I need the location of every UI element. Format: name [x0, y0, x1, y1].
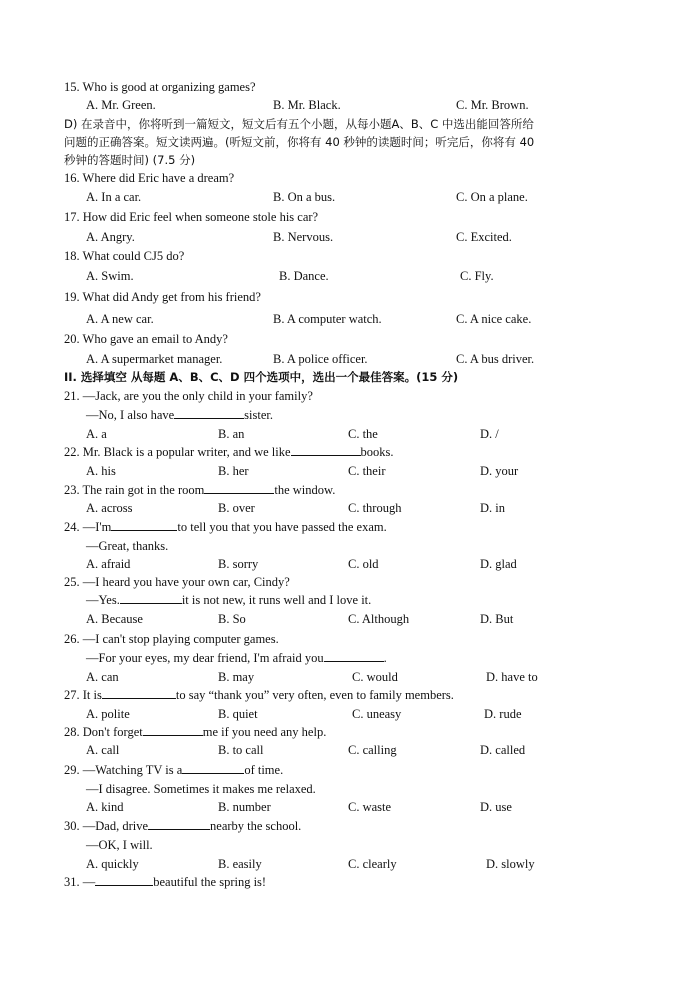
option-c: C. Although [348, 612, 410, 626]
option-a: A. A new car. [86, 312, 154, 326]
answer-blank [95, 873, 153, 886]
question-19-options [0, 310, 696, 328]
option-a: A. can [86, 670, 119, 684]
question-25-options [0, 610, 696, 628]
option-a: A. Swim. [86, 269, 134, 283]
question-stem: 20. Who gave an email to Andy? [64, 332, 228, 346]
option-c: C. Excited. [456, 230, 512, 244]
option-d: D. in [480, 501, 505, 515]
option-b: B. A computer watch. [273, 312, 382, 326]
answer-blank [174, 406, 244, 419]
option-c: C. On a plane. [456, 190, 528, 204]
option-a: A. quickly [86, 857, 139, 871]
option-b: B. to call [218, 743, 264, 757]
option-d: D. slowly [486, 857, 535, 871]
question-26-options [0, 668, 696, 686]
part-d-instructions-1: D) 在录音中，你将听到一篇短文，短文后有五个小题，从每小题A、B、C 中选出能回答所给 [64, 117, 534, 131]
question-20 [0, 330, 696, 348]
question-27-options [0, 705, 696, 723]
option-c: C. would [352, 670, 398, 684]
question-27: 27. It is to say “thank you” very often, even to family members. [64, 688, 454, 702]
option-b: B. her [218, 464, 249, 478]
option-b: B. easily [218, 857, 262, 871]
question-24-line-2: —Great, thanks. [86, 539, 169, 553]
option-a: A. across [86, 501, 133, 515]
question-22-options [0, 462, 696, 480]
option-a: A. Mr. Green. [86, 98, 156, 112]
question-stem: 15. Who is good at organizing games? [64, 80, 256, 94]
option-c: C. waste [348, 800, 392, 814]
option-b: B. may [218, 670, 255, 684]
part-ii-header [0, 368, 696, 386]
question-30: 30. —Dad, drive nearby the school. [64, 819, 302, 833]
question-19 [0, 288, 696, 306]
option-b: B. A police officer. [273, 352, 368, 366]
option-b: B. Dance. [279, 269, 329, 283]
option-c: C. Mr. Brown. [456, 98, 529, 112]
question-21: 21. —Jack, are you the only child in your family? [64, 389, 313, 403]
question-23-options [0, 499, 696, 517]
question-21-line-2: —No, I also have sister. [86, 408, 273, 422]
answer-blank [143, 723, 203, 736]
option-a: A. Because [86, 612, 143, 626]
question-24-options [0, 555, 696, 573]
answer-blank [148, 817, 210, 830]
option-b: B. Mr. Black. [273, 98, 341, 112]
option-a: A. a [86, 427, 107, 441]
question-29: 29. —Watching TV is a of time. [64, 763, 284, 777]
answer-blank [111, 518, 177, 531]
option-b: B. Nervous. [273, 230, 334, 244]
answer-blank [204, 481, 274, 494]
question-15 [0, 78, 696, 96]
question-18 [0, 247, 696, 265]
section-title: II. 选择填空 从每题 A、B、C、D 四个选项中，选出一个最佳答案。(15 分) [64, 370, 459, 384]
part-d-instructions-2: 问题的正确答案。短文读两遍。(听短文前，你将有 40 秒钟的读题时间；听完后，你将有 40 [64, 135, 535, 149]
option-d: D. have to [486, 670, 538, 684]
question-17-options [0, 228, 696, 246]
option-b: B. sorry [218, 557, 259, 571]
question-28: 28. Don't forget me if you need any help. [64, 725, 327, 739]
option-a: A. call [86, 743, 120, 757]
answer-blank [182, 761, 244, 774]
question-28-options [0, 741, 696, 759]
option-c: C. through [348, 501, 402, 515]
option-b: B. So [218, 612, 246, 626]
question-29-line-2: —I disagree. Sometimes it makes me relaxed. [86, 782, 316, 796]
question-17 [0, 208, 696, 226]
question-24: 24. —I'm to tell you that you have passed the exam. [64, 520, 387, 534]
option-a: A. afraid [86, 557, 131, 571]
question-stem: 19. What did Andy get from his friend? [64, 290, 261, 304]
option-c: C. uneasy [352, 707, 402, 721]
question-stem: 18. What could CJ5 do? [64, 249, 185, 263]
question-18-options [0, 267, 696, 285]
option-c: C. Fly. [460, 269, 494, 283]
question-23: 23. The rain got in the room the window. [64, 483, 336, 497]
option-c: C. old [348, 557, 379, 571]
option-b: B. an [218, 427, 245, 441]
question-29-options [0, 798, 696, 816]
option-b: B. quiet [218, 707, 258, 721]
question-31: 31. — beautiful the spring is! [64, 875, 267, 889]
option-c: C. their [348, 464, 386, 478]
question-22: 22. Mr. Black is a popular writer, and we like books. [64, 445, 394, 459]
question-25: 25. —I heard you have your own car, Cindy? [64, 575, 290, 589]
option-d: D. rude [484, 707, 522, 721]
answer-blank [291, 443, 361, 456]
question-16-options [0, 188, 696, 206]
option-a: A. Angry. [86, 230, 135, 244]
option-d: D. called [480, 743, 526, 757]
option-a: A. In a car. [86, 190, 142, 204]
option-a: A. A supermarket manager. [86, 352, 223, 366]
answer-blank [102, 686, 176, 699]
question-15-options [0, 96, 696, 114]
option-d: D. use [480, 800, 512, 814]
option-a: A. polite [86, 707, 130, 721]
answer-blank [120, 591, 182, 604]
question-20-options [0, 350, 696, 368]
question-stem: 16. Where did Eric have a dream? [64, 171, 235, 185]
option-c: C. calling [348, 743, 397, 757]
question-26: 26. —I can't stop playing computer games. [64, 632, 279, 646]
question-21-options [0, 425, 696, 443]
option-a: A. his [86, 464, 116, 478]
question-26-line-2: —For your eyes, my dear friend, I'm afraid you . [86, 651, 387, 665]
option-d: D. glad [480, 557, 517, 571]
question-stem: 17. How did Eric feel when someone stole his car? [64, 210, 319, 224]
option-d: D. But [480, 612, 514, 626]
question-25-line-2: —Yes. it is not new, it runs well and I love it. [86, 593, 372, 607]
option-c: C. A bus driver. [456, 352, 535, 366]
option-d: D. / [480, 427, 499, 441]
question-16 [0, 169, 696, 187]
part-d-instructions-3: 秒钟的答题时间) (7.5 分) [64, 153, 196, 167]
option-c: C. clearly [348, 857, 397, 871]
option-b: B. over [218, 501, 255, 515]
option-c: C. the [348, 427, 378, 441]
question-30-options [0, 855, 696, 873]
question-30-line-2: —OK, I will. [86, 838, 153, 852]
option-d: D. your [480, 464, 519, 478]
option-b: B. number [218, 800, 271, 814]
option-a: A. kind [86, 800, 124, 814]
option-c: C. A nice cake. [456, 312, 532, 326]
option-b: B. On a bus. [273, 190, 336, 204]
answer-blank [324, 649, 384, 662]
